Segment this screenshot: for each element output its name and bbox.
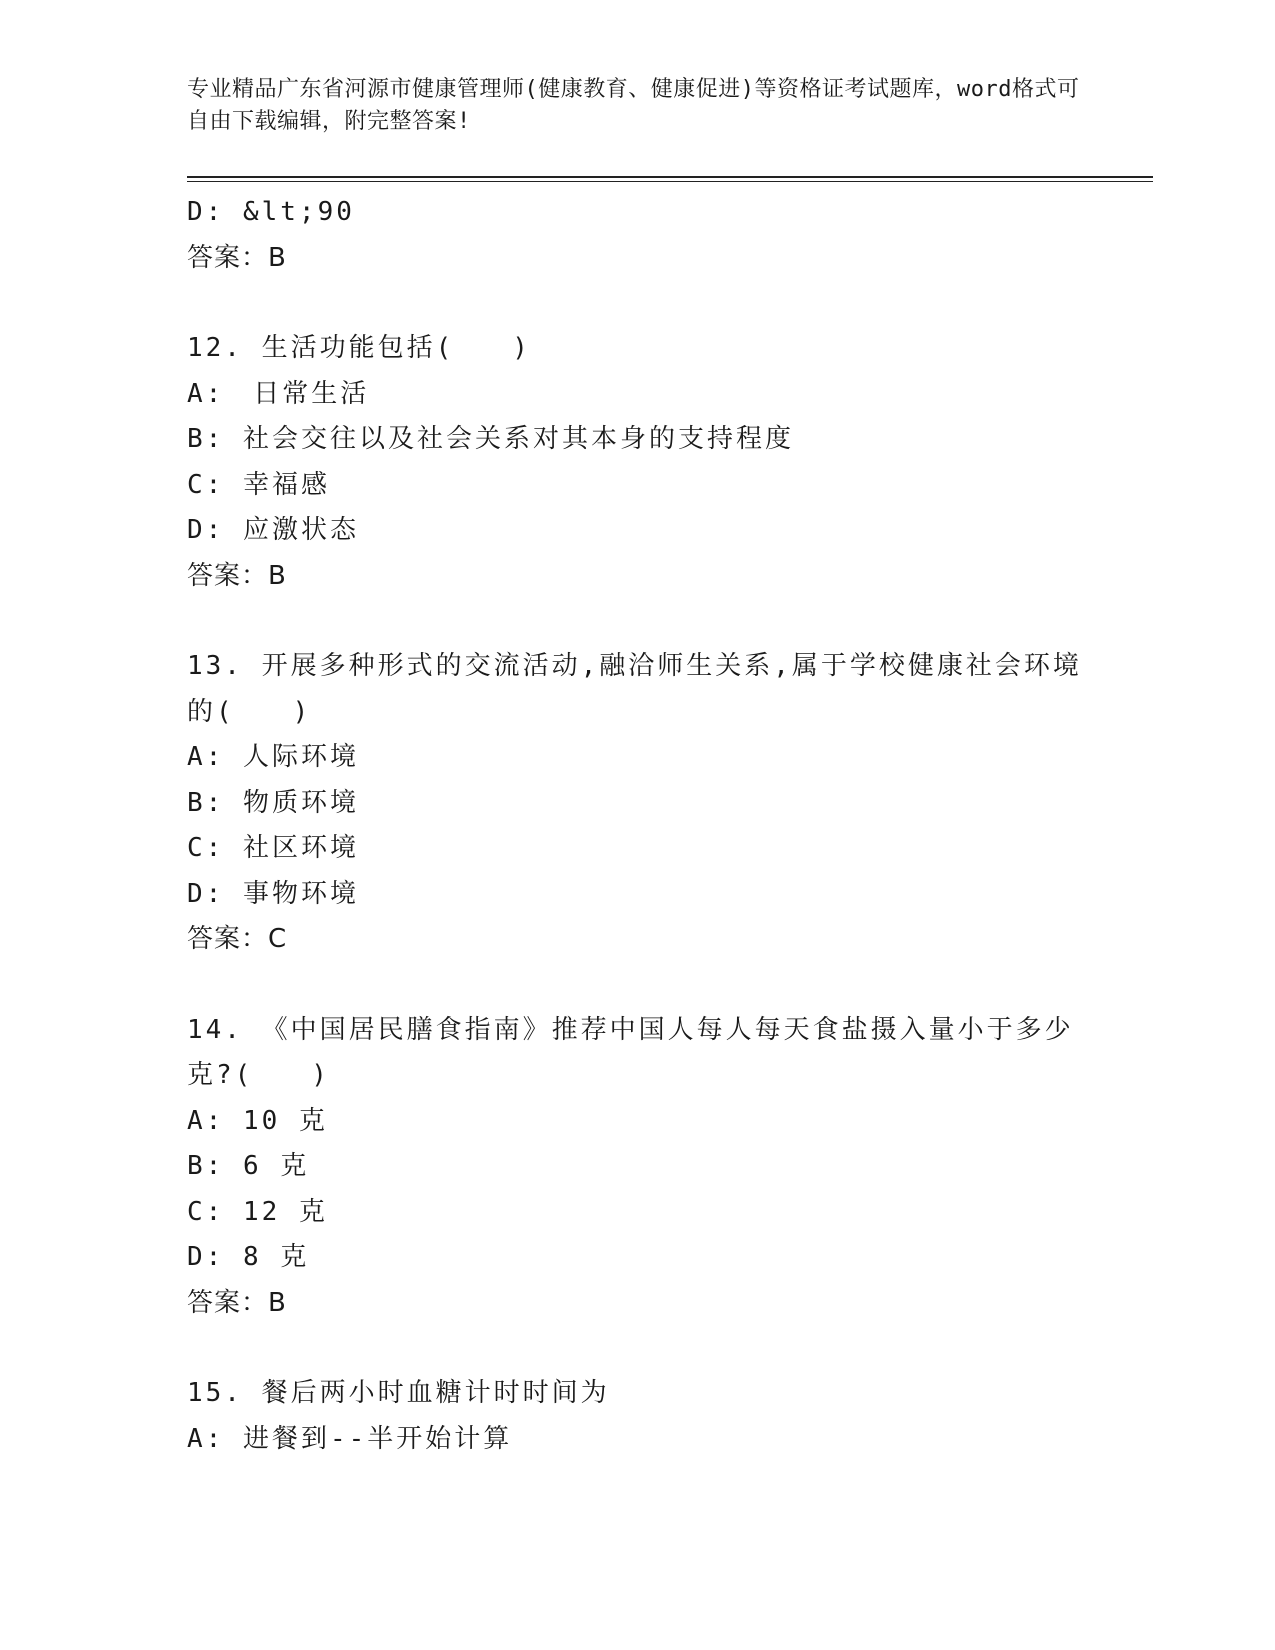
option-d: D: 8 克 <box>187 1242 310 1272</box>
question-14 <box>187 1008 1087 1327</box>
question-stem: 12. 生活功能包括( ) <box>187 333 531 363</box>
question-15 <box>187 1371 1087 1462</box>
document-header: 专业精品广东省河源市健康管理师(健康教育、健康促进)等资格证考试题库，word格式可自由下载编辑，附完整答案! <box>187 77 1080 134</box>
answer-line: 答案：B <box>187 560 287 591</box>
option-a: A: 进餐到--半开始计算 <box>187 1423 513 1454</box>
option-d: D: &lt;90 <box>187 197 355 227</box>
option-c: C: 社区环境 <box>187 833 359 863</box>
question-12 <box>187 326 1087 599</box>
option-b: B: 6 克 <box>187 1151 310 1181</box>
option-d: D: 事物环境 <box>187 878 359 909</box>
header-divider-thin <box>187 181 1153 182</box>
question-stem: 15. 餐后两小时血糖计时时间为 <box>187 1378 610 1408</box>
answer-line: 答案：B <box>187 242 287 273</box>
option-b: B: 物质环境 <box>187 787 359 818</box>
question-list <box>187 190 1087 1462</box>
question-stem: 13. 开展多种形式的交流活动,融洽师生关系,属于学校健康社会环境的( ) <box>187 651 1082 727</box>
option-a: A: 人际环境 <box>187 742 359 772</box>
option-b: B: 社会交往以及社会关系对其本身的支持程度 <box>187 424 794 454</box>
question-13 <box>187 644 1087 963</box>
question-stem: 14. 《中国居民膳食指南》推荐中国人每人每天食盐摄入量小于多少克?( ) <box>187 1014 1074 1090</box>
option-a: A: 10 克 <box>187 1105 328 1136</box>
answer-line: 答案：C <box>187 924 288 954</box>
option-c: C: 12 克 <box>187 1196 328 1227</box>
answer-line: 答案：B <box>187 1287 287 1318</box>
option-a: A: 日常生活 <box>187 378 370 409</box>
option-d: D: 应激状态 <box>187 515 359 545</box>
header-divider <box>187 176 1153 178</box>
option-c: C: 幸福感 <box>187 469 330 500</box>
